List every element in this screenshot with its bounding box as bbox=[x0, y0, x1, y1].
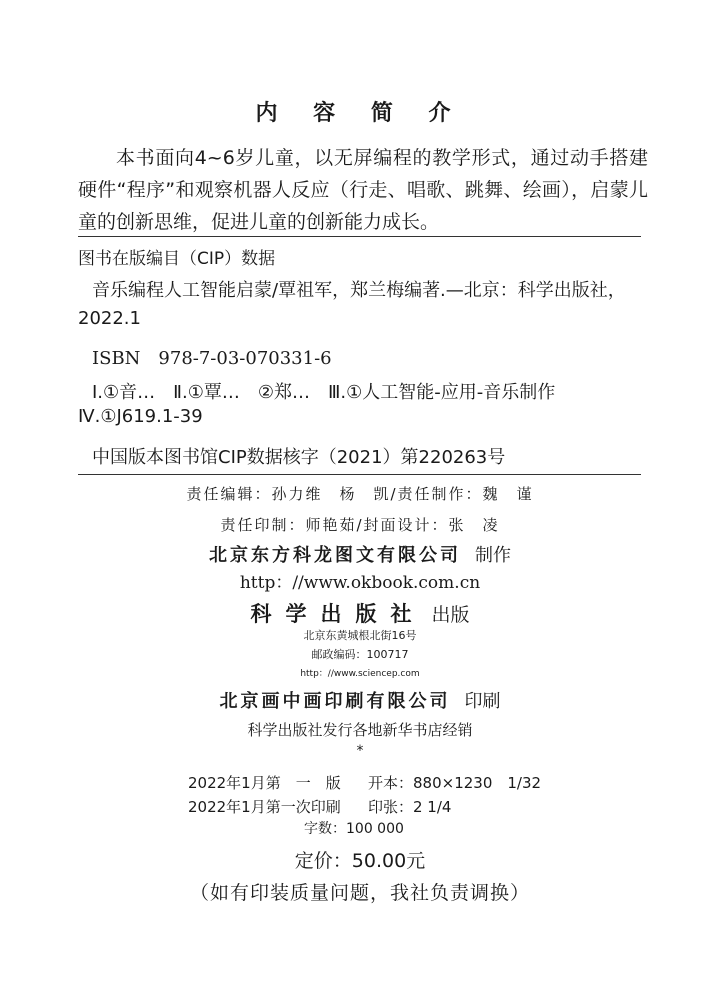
intro-paragraph: 本书面向4~6岁儿童，以无屏编程的教学形式，通过动手搭建硬件“程序”和观察机器人反应（行走、唱歌、跳舞、绘画），启蒙儿童的创新思维，促进儿童的创新能力成长。 bbox=[78, 147, 648, 233]
publisher-line bbox=[0, 598, 720, 628]
edition-row bbox=[188, 772, 541, 793]
printing-date: 2022年1月第一次印刷 bbox=[188, 798, 341, 816]
printer-line bbox=[0, 687, 720, 713]
printer-suffix: 印刷 bbox=[464, 691, 501, 712]
separator-star: * bbox=[356, 743, 364, 759]
price: 定价：50.00元 bbox=[294, 850, 426, 872]
publisher-address: 北京东黄城根北街16号 bbox=[303, 629, 417, 642]
responsible-editors: 责任编辑：孙力维 杨 凯/责任制作：魏 谨 bbox=[186, 485, 534, 503]
cip-isbn: ISBN 978-7-03-070331-6 bbox=[92, 348, 332, 369]
cip-classification-1: Ⅰ.①音… Ⅱ.①覃… ②郑… Ⅲ.①人工智能-应用-音乐制作 bbox=[92, 382, 556, 403]
cip-classification-2: Ⅳ.①J619.1-39 bbox=[78, 406, 203, 427]
distribution-line: 科学出版社发行各地新华书店经销 bbox=[247, 721, 473, 739]
printing-row bbox=[188, 796, 451, 817]
publisher-name: 科学出版社 bbox=[250, 601, 426, 626]
printer-name: 北京画中画印刷有限公司 bbox=[219, 691, 451, 712]
print-and-cover-design: 责任印制：师艳茹/封面设计：张 凌 bbox=[220, 516, 500, 534]
cip-entry-line2: 2022.1 bbox=[78, 308, 141, 329]
publisher-website: http：//www.sciencep.com bbox=[300, 669, 420, 679]
quality-notice: （如有印装质量问题，我社负责调换） bbox=[189, 882, 530, 904]
maker-website: http：//www.okbook.com.cn bbox=[239, 573, 481, 593]
maker-name: 北京东方科龙图文有限公司 bbox=[209, 545, 461, 566]
printed-sheets: 印张：2 1/4 bbox=[368, 798, 452, 816]
page-title: 内 容 简 介 bbox=[255, 101, 465, 126]
divider-top bbox=[78, 236, 641, 237]
cip-heading: 图书在版编目（CIP）数据 bbox=[78, 249, 276, 269]
publisher-postcode: 邮政编码：100717 bbox=[311, 648, 409, 661]
word-count: 字数：100 000 bbox=[304, 821, 404, 837]
production-line bbox=[0, 541, 720, 567]
cip-record-number: 中国版本图书馆CIP数据核字（2021）第220263号 bbox=[92, 447, 506, 468]
edition-date: 2022年1月第 一 版 bbox=[188, 774, 341, 792]
maker-suffix: 制作 bbox=[475, 545, 511, 566]
publisher-suffix: 出版 bbox=[431, 604, 470, 626]
cip-entry-line1: 音乐编程人工智能启蒙/覃祖军，郑兰梅编著.—北京：科学出版社， bbox=[92, 280, 626, 301]
format-size: 开本：880×1230 1/32 bbox=[368, 774, 542, 792]
divider-bottom bbox=[78, 474, 641, 475]
